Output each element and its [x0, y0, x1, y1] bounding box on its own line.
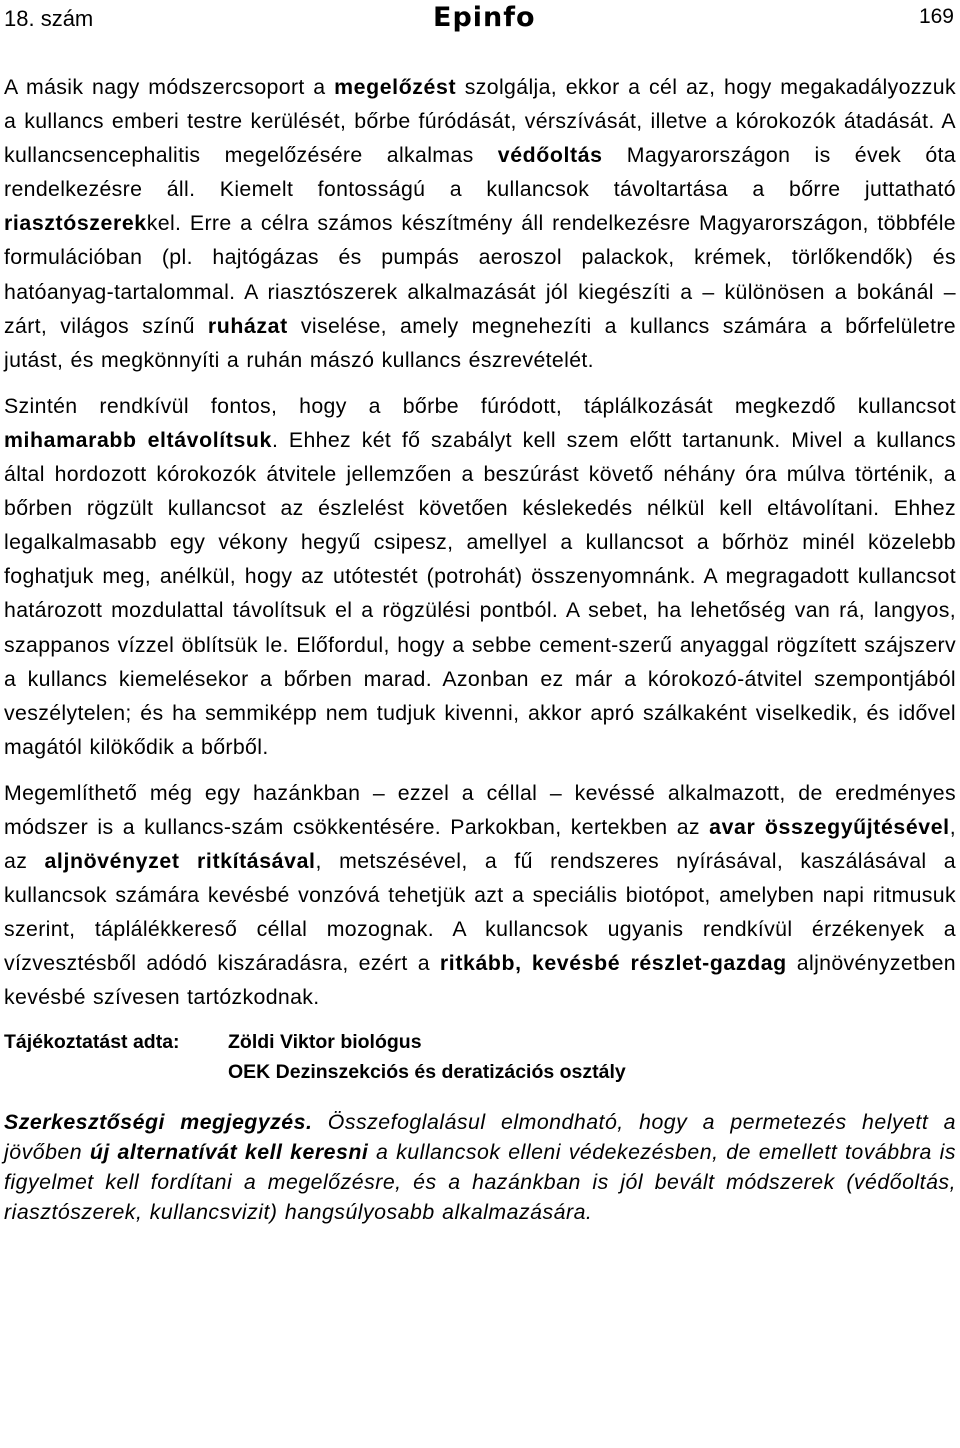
- page-number: 169: [918, 5, 954, 28]
- issue-number: 18. szám: [4, 6, 94, 31]
- text-run: szolgálja, ekkor a cél az, hogy megakadályozzuk a kullancs emberi testre kerülését, bőrbe fúródását, vérszívását, illetve a kórokozók átadását. A kullancsencephalitis megelőzésére alkalmas: [4, 75, 956, 168]
- text-run: Megemlíthető még egy hazánkban – ezzel a céllal – kevéssé alkalmazott, de eredményes módszer is a kullancs-szám csökkentésére. Parkokban, kertekben az: [4, 780, 956, 839]
- emphasis-text: védőoltás: [497, 143, 603, 168]
- paragraph-prevention: [4, 70, 956, 377]
- credit-name: Zöldi Viktor biológus: [228, 1030, 422, 1053]
- emphasis-text: riasztószerek: [4, 211, 147, 236]
- emphasis-text: új alternatívát kell keresni: [89, 1139, 369, 1164]
- credit-label: Tájékoztatást adta:: [4, 1030, 180, 1053]
- editor-note: [4, 1107, 956, 1228]
- text-run: Szintén rendkívül fontos, hogy a bőrbe fúródott, táplálkozását megkezdő kullancsot: [4, 393, 956, 418]
- emphasis-text: Szerkesztőségi megjegyzés.: [4, 1109, 313, 1134]
- page-header: [0, 0, 960, 40]
- emphasis-text: ritkább, kevésbé részlet-gazdag: [439, 951, 787, 976]
- article-body: [4, 70, 956, 1249]
- text-run: aljnövényzetben kevésbé szívesen tartózkodnak.: [4, 951, 956, 1010]
- epinfo-logo: Epinfo: [433, 2, 536, 33]
- text-run: A másik nagy módszercsoport a: [4, 75, 335, 99]
- text-run: a kullancsok elleni védekezésben, de emellett továbbra is figyelmet kell fordítani a megelőzésre, és a hazánkban is jól bevált módszerek (védőoltás, riasztószerek, kullancsvizit) hangsúlyosabb alkalmazására.: [4, 1139, 957, 1225]
- emphasis-text: ruházat: [207, 313, 288, 338]
- credit-organization: OEK Dezinszekciós és deratizációs osztály: [228, 1060, 626, 1083]
- paragraph-tick-removal: [4, 389, 956, 764]
- paragraph-habitat-control: [4, 776, 956, 1015]
- text-run: , metszésével, a fű rendszeres nyírásával, kaszálásával a kullancsok számára kevésbé vonzóvá tehetjük azt a speciális biotópot, amelyben napi ritmusuk szerint, táplálékkereső céllal mozognak. A kullancsok ugyanis rendkívül érzékenyek a vízvesztésből adódó kiszáradásra, ezért a: [4, 849, 956, 976]
- emphasis-text: megelőzést: [334, 75, 457, 99]
- emphasis-text: mihamarabb eltávolítsuk: [4, 427, 272, 452]
- emphasis-text: avar összegyűjtésével: [709, 814, 950, 839]
- text-run: Magyarországon is évek óta rendelkezésre áll. Kiemelt fontosságú a kullancsok távoltartása a bőrre juttatható: [4, 143, 956, 202]
- text-run: . Ehhez két fő szabályt kell szem előtt tartanunk. Mivel a kullancs által hordozott kórokozók átvitele jellemzően a beszúrást követő néhány óra múlva történik, a bőrben rögzült kullancsot az észlelést követően késlekedés nélkül kell eltávolítani. Ehhez legalkalmasabb egy vékony hegyű csipesz, amellyel a kullancsot a bőrhöz minél közelebb foghatjuk meg, anélkül, hogy az utótestét (potrohát) összenyomnánk. A megragadott kullancsot határozott mozdulattal távolítsuk el a rögzülési pontból. A sebet, ha lehetőség van rá, langyos, szappanos vízzel öblítsük le. Előfordul, hogy a sebbe cement-szerű anyaggal rögzített szájszerv a kullancs kiemelésekor a bőrben marad. Azonban ez már a kórokozó-átvitel szempontjából veszélytelen; és ha semmiképp nem tudjuk kivenni, akkor apró szálkaként viselkedik, és idővel magától kilökődik a bőrből.: [4, 427, 956, 759]
- emphasis-text: aljnövényzet ritkításával: [44, 849, 316, 874]
- text-run: Összefoglalásul elmondható, hogy a permetezés helyett a jövőben: [4, 1109, 956, 1164]
- text-run: kel. Erre a célra számos készítmény áll rendelkezésre Magyarországon, többféle formulációban (pl. hajtógázas és pumpás aeroszol palackok, krémek, törlőkendők) és hatóanyag-tartalommal. A riasztószerek alkalmazását jól kiegészíti a – különösen a bokánál – zárt, világos színű: [4, 211, 956, 338]
- text-run: , az: [4, 814, 956, 874]
- text-run: viselése, amely megnehezíti a kullancs számára a bőrfelületre jutást, és megkönnyíti a ruhán mászó kullancs észrevételét.: [4, 313, 956, 372]
- author-credit: [4, 1027, 956, 1087]
